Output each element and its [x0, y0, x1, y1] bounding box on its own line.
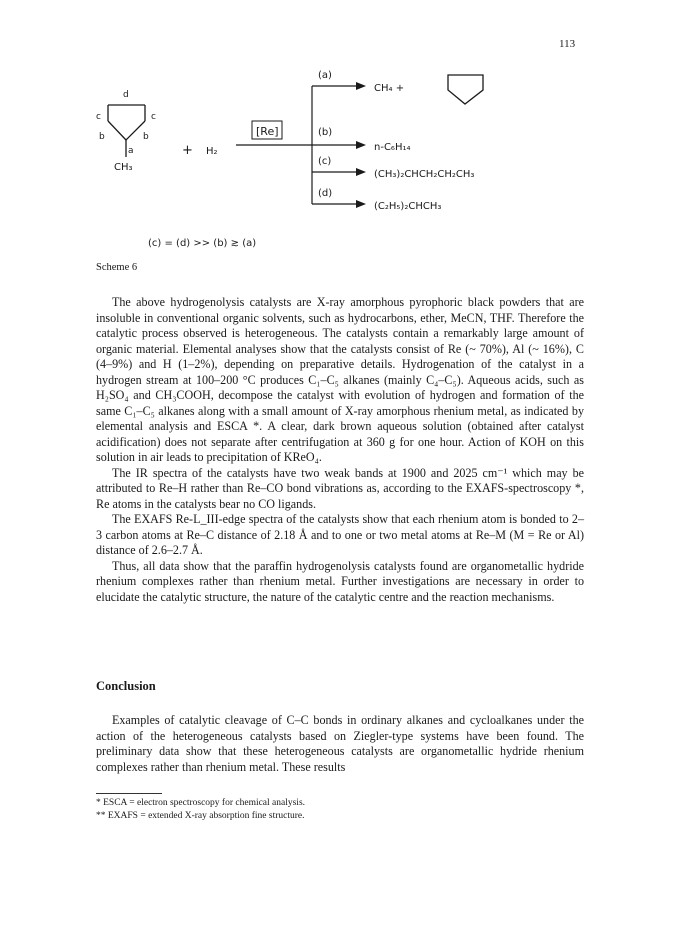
- section-heading-conclusion: Conclusion: [96, 679, 156, 693]
- ring-label-c-left: c: [96, 112, 101, 122]
- route-a-arrowhead: [356, 82, 366, 90]
- ring-label-d: d: [123, 90, 129, 100]
- main-text: [96, 295, 584, 605]
- hydrogen-reagent: H₂: [206, 146, 218, 157]
- scheme-caption: Scheme 6: [96, 262, 138, 273]
- route-c-product: (CH₃)₂CHCH₂CH₂CH₃: [374, 169, 475, 180]
- route-b-label: (b): [318, 127, 333, 138]
- route-d-arrowhead: [356, 200, 366, 208]
- paragraph: The EXAFS Re-L_III-edge spectra of the catalysts show that each rhenium atom is bonded to 2–3 carbon atoms at Re–C distance of 2.18 Å and to one or two metal atoms at Re–M (M = Re or Al) distance of 2.6–2.7 Å.: [96, 512, 584, 557]
- route-c-label: (c): [318, 156, 332, 167]
- ring-label-b-right: b: [143, 132, 149, 142]
- footnote-exafs: ** EXAFS = extended X-ray absorption fine structure.: [96, 811, 305, 821]
- route-a-product: CH₄ +: [374, 83, 405, 94]
- footnote-esca: * ESCA = electron spectroscopy for chemical analysis.: [96, 798, 306, 808]
- route-a-label: (a): [318, 70, 332, 81]
- ring-label-b-left: b: [99, 132, 105, 142]
- route-c-arrowhead: [356, 168, 366, 176]
- footnote-divider: [96, 793, 162, 794]
- page-number: 113: [559, 38, 576, 50]
- selectivity-relation: (c) = (d) >> (b) ≳ (a): [148, 238, 257, 249]
- ring-bond-b-left: [108, 121, 126, 140]
- route-b-arrowhead: [356, 141, 366, 149]
- route-d-product: (C₂H₅)₂CHCH₃: [374, 201, 442, 212]
- reaction-scheme: [0, 0, 680, 290]
- conclusion-paragraph: Examples of catalytic cleavage of C–C bonds in ordinary alkanes and cycloalkanes under the action of the heterogeneous catalysts based on Ziegler-type systems have been found. The preliminary data show that these heterogeneous catalysts are organometallic hydride rhenium complexes rather than rhenium metal. These results: [96, 713, 584, 774]
- bond-label-a: a: [128, 146, 134, 156]
- route-b-product: n-C₆H₁₄: [374, 142, 411, 153]
- route-d-label: (d): [318, 188, 333, 199]
- paragraph: Thus, all data show that the paraffin hydrogenolysis catalysts found are organometallic hydride rhenium complexes rather than rhenium metal. Further investigations are necessary in order to elucidate the catalytic structure, the nature of the catalytic centre and the reaction mechanisms.: [96, 558, 584, 604]
- catalyst-label: [Re]: [256, 125, 279, 138]
- footnotes: [96, 797, 305, 823]
- cyclopentane-product: [448, 75, 483, 104]
- paragraph: The above hydrogenolysis catalysts are X-ray amorphous pyrophoric black powders that are insoluble in conventional organic solvents, such as hydrocarbons, ether, MeCN, THF. Therefore the catalytic process observed is heterogeneous. The catalysts contain a remarkably large amount of organic material. Elemental analyses show that the catalysts consist of Re (~ 70%), Al (~ 16%), C (4–9%) and H (1–2%), depending on preparative details. Hydrogenation of the catalyst in a hydrogen stream at 100–200 °C produces C₁–C₅ alkanes (mainly C₄–C₅). Aqueous acids, such as H₂SO₄ and CH₃COOH, decompose the catalyst with evolution of hydrogen and formation of the same C₁–C₅ alkanes along with a small amount of X-ray amorphous rhenium metal, as indicated by elemental analysis and ESCA *. A clear, dark brown aqueous solution (obtained after catalyst acidification) does not separate after centrifugation at 360 g for one hour. Action of KOH on this solution in air leads to precipitation of KReO₄.: [96, 295, 584, 464]
- ring-label-c-right: c: [151, 112, 156, 122]
- paragraph: The IR spectra of the catalysts have two weak bands at 1900 and 2025 cm⁻¹ which may be attributed to Re–H rather than Re–CO bond vibrations as, according to the EXAFS-spectroscopy *, Re atoms in the catalysts bear no CO ligands.: [96, 465, 584, 511]
- plus-sign: +: [182, 143, 193, 158]
- scheme-drawing: [0, 0, 680, 290]
- methyl-group: CH₃: [114, 162, 133, 173]
